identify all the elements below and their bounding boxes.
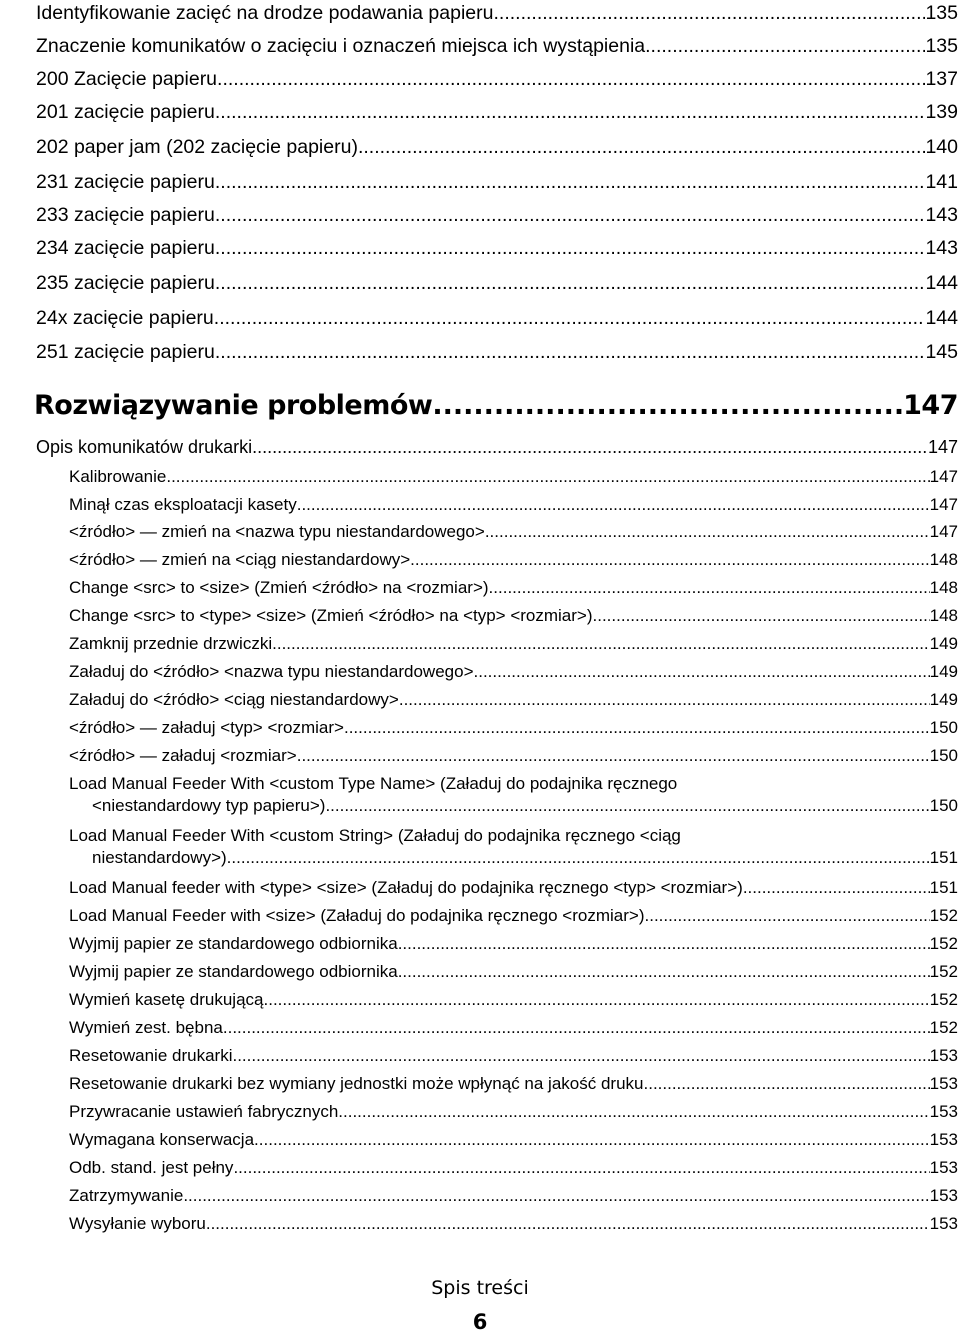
toc-subentry-page: 152 bbox=[929, 990, 958, 1009]
toc-entry-title: 201 zacięcie papieru bbox=[36, 101, 215, 123]
toc-subentry[interactable] bbox=[69, 1102, 958, 1122]
toc-section[interactable] bbox=[36, 437, 958, 458]
toc-entry-title: 200 Zacięcie papieru bbox=[36, 68, 218, 90]
toc-subentry[interactable] bbox=[69, 1214, 958, 1234]
toc-subentry-title: Wymień kasetę drukującą bbox=[69, 990, 264, 1009]
toc-entry-page: 145 bbox=[925, 341, 958, 363]
toc-subentry-title: Minął czas eksploatacji kasety bbox=[69, 495, 297, 514]
toc-subentry-title: <źródło> — zmień na <nazwa typu niestandardowego> bbox=[69, 522, 485, 541]
toc-leader bbox=[593, 606, 930, 626]
toc-entry-page: 135 bbox=[925, 2, 958, 24]
toc-subentry-page: 149 bbox=[929, 634, 958, 653]
toc-subentry-page: 153 bbox=[929, 1046, 958, 1065]
toc-subentry[interactable] bbox=[69, 934, 958, 954]
toc-subentry[interactable] bbox=[69, 746, 958, 766]
toc-leader bbox=[233, 1158, 929, 1178]
toc-entry-title: 251 zacięcie papieru bbox=[36, 341, 215, 363]
toc-leader bbox=[743, 878, 930, 898]
toc-entry-title: Znaczenie komunikatów o zacięciu i oznaczeń miejsca ich wystąpienia bbox=[36, 35, 646, 57]
toc-entry-title: 231 zacięcie papieru bbox=[36, 171, 215, 193]
toc-subentry-title: Wyjmij papier ze standardowego odbiornika bbox=[69, 962, 398, 981]
toc-subentry-page: 150 bbox=[929, 718, 958, 737]
toc-chapter-page: 147 bbox=[903, 390, 958, 421]
toc-subentry[interactable] bbox=[69, 1130, 958, 1150]
toc-subentry[interactable] bbox=[69, 634, 958, 654]
toc-entry[interactable] bbox=[36, 272, 958, 295]
toc-leader bbox=[493, 2, 925, 25]
toc-subentry-title: Wymagana konserwacja bbox=[69, 1130, 255, 1149]
toc-subentry-page: 148 bbox=[929, 578, 958, 597]
toc-section-title: Opis komunikatów drukarki bbox=[36, 437, 253, 457]
toc-subentry-title: Resetowanie drukarki bbox=[69, 1046, 233, 1065]
toc-subentry[interactable] bbox=[69, 878, 958, 898]
toc-entry[interactable] bbox=[36, 204, 958, 227]
toc-subentry-page: 152 bbox=[929, 934, 958, 953]
toc-subentry-page: 152 bbox=[929, 906, 958, 925]
toc-subentry[interactable] bbox=[69, 718, 958, 738]
toc-leader bbox=[254, 1130, 930, 1150]
toc-subentry-title: Odb. stand. jest pełny bbox=[69, 1158, 234, 1177]
toc-subentry[interactable] bbox=[69, 495, 958, 515]
toc-subentry[interactable] bbox=[69, 606, 958, 626]
toc-subentry-multiline[interactable] bbox=[69, 774, 958, 816]
toc-leader bbox=[644, 1074, 930, 1094]
toc-entry[interactable] bbox=[36, 35, 958, 58]
toc-subentry-title: Załaduj do <źródło> <ciąg niestandardowy> bbox=[69, 690, 399, 709]
toc-subentry-title: Kalibrowanie bbox=[69, 467, 167, 486]
toc-leader bbox=[215, 237, 926, 260]
toc-leader bbox=[399, 690, 930, 710]
toc-subentry-title: Load Manual feeder with <type> <size> (Załaduj do podajnika ręcznego <typ> <rozmiar>) bbox=[69, 878, 743, 897]
toc-entry-title: 202 paper jam (202 zacięcie papieru) bbox=[36, 136, 358, 158]
toc-subentry-title: <źródło> — załaduj <rozmiar> bbox=[69, 746, 297, 765]
toc-entry-title: 233 zacięcie papieru bbox=[36, 204, 215, 226]
toc-subentry[interactable] bbox=[69, 990, 958, 1010]
toc-subentry-page: 149 bbox=[929, 690, 958, 709]
toc-leader bbox=[398, 962, 930, 982]
toc-leader bbox=[297, 746, 930, 766]
toc-subentry-multiline[interactable] bbox=[69, 826, 958, 868]
toc-subentry[interactable] bbox=[69, 550, 958, 570]
toc-subentry-page: 148 bbox=[929, 550, 958, 569]
toc-entry[interactable] bbox=[36, 171, 958, 194]
toc-subentry-page: 151 bbox=[929, 878, 958, 897]
toc-leader bbox=[215, 101, 926, 124]
toc-chapter-title: Rozwiązywanie problemów bbox=[34, 390, 433, 421]
footer-page-number: 6 bbox=[472, 1310, 488, 1334]
toc-section-page: 147 bbox=[927, 437, 958, 457]
toc-leader bbox=[645, 906, 930, 926]
toc-leader bbox=[183, 1186, 929, 1206]
toc-subentry-page: 152 bbox=[929, 1018, 958, 1037]
toc-leader bbox=[489, 578, 930, 598]
toc-subentry-page: 153 bbox=[929, 1186, 958, 1205]
toc-subentry-title-line2: <niestandardowy typ papieru>) bbox=[92, 796, 326, 815]
footer-section-label: Spis treści bbox=[431, 1277, 529, 1299]
toc-entry-title: Identyfikowanie zacięć na drodze podawania papieru bbox=[36, 2, 494, 24]
toc-subentry-title: Załaduj do <źródło> <nazwa typu niestandardowego> bbox=[69, 662, 474, 681]
toc-leader bbox=[223, 1018, 930, 1038]
toc-entry-title: 235 zacięcie papieru bbox=[36, 272, 215, 294]
toc-leader bbox=[272, 634, 930, 654]
toc-leader bbox=[474, 662, 930, 682]
toc-subentry-title: Przywracanie ustawień fabrycznych bbox=[69, 1102, 339, 1121]
toc-leader bbox=[410, 550, 929, 570]
toc-leader bbox=[232, 1046, 929, 1066]
toc-subentry[interactable] bbox=[69, 662, 958, 682]
toc-entry-page: 144 bbox=[925, 307, 958, 329]
toc-subentry-page: 147 bbox=[929, 467, 958, 486]
toc-subentry[interactable] bbox=[69, 578, 958, 598]
toc-leader bbox=[325, 796, 929, 816]
toc-subentry-title: Wysyłanie wyboru bbox=[69, 1214, 206, 1233]
toc-subentry[interactable] bbox=[69, 1186, 958, 1206]
toc-subentry[interactable] bbox=[69, 467, 958, 487]
toc-subentry-page: 153 bbox=[929, 1074, 958, 1093]
toc-subentry[interactable] bbox=[69, 906, 958, 926]
toc-chapter-heading[interactable] bbox=[34, 390, 958, 421]
toc-leader bbox=[166, 467, 929, 487]
toc-entry-title: 234 zacięcie papieru bbox=[36, 237, 215, 259]
toc-entry-title: 24x zacięcie papieru bbox=[36, 307, 214, 329]
toc-leader bbox=[217, 68, 925, 91]
toc-subentry-title: Zamknij przednie drzwiczki bbox=[69, 634, 273, 653]
toc-entry[interactable] bbox=[36, 237, 958, 260]
toc-subentry[interactable] bbox=[69, 522, 958, 542]
toc-subentry-title-line1: Load Manual Feeder With <custom String> (Załaduj do podajnika ręcznego <ciąg bbox=[69, 826, 681, 845]
toc-entry[interactable] bbox=[36, 136, 958, 159]
toc-leader bbox=[215, 272, 926, 295]
toc-subentry-page: 153 bbox=[929, 1102, 958, 1121]
toc-entry-page: 135 bbox=[925, 35, 958, 57]
toc-leader bbox=[485, 522, 930, 542]
toc-leader bbox=[297, 495, 930, 515]
toc-subentry[interactable] bbox=[69, 962, 958, 982]
toc-leader bbox=[264, 990, 930, 1010]
toc-subentry[interactable] bbox=[69, 690, 958, 710]
toc-entry[interactable] bbox=[36, 2, 958, 25]
toc-entry[interactable] bbox=[36, 341, 958, 364]
toc-subentry-title-line2: niestandardowy>) bbox=[92, 848, 227, 867]
toc-subentry[interactable] bbox=[69, 1046, 958, 1066]
toc-subentry-title-line1: Load Manual Feeder With <custom Type Name> (Załaduj do podajnika ręcznego bbox=[69, 774, 678, 793]
toc-leader bbox=[338, 1102, 929, 1122]
toc-subentry-title: Change <src> to <size> (Zmień <źródło> na <rozmiar>) bbox=[69, 578, 489, 597]
toc-subentry[interactable] bbox=[69, 1074, 958, 1094]
toc-entry[interactable] bbox=[36, 68, 958, 91]
toc-subentry-title: Load Manual Feeder with <size> (Załaduj do podajnika ręcznego <rozmiar>) bbox=[69, 906, 645, 925]
toc-leader bbox=[215, 204, 926, 227]
toc-subentry-title: Wymień zest. bębna bbox=[69, 1018, 223, 1037]
toc-subentry-page: 149 bbox=[929, 662, 958, 681]
toc-leader bbox=[252, 437, 928, 458]
toc-entry-page: 141 bbox=[925, 171, 958, 193]
toc-subentry[interactable] bbox=[69, 1158, 958, 1178]
toc-leader bbox=[344, 718, 930, 738]
toc-leader bbox=[398, 934, 930, 954]
toc-subentry-title: Zatrzymywanie bbox=[69, 1186, 184, 1205]
toc-entry-page: 140 bbox=[925, 136, 958, 158]
toc-leader bbox=[206, 1214, 930, 1234]
toc-subentry-title: Change <src> to <type> <size> (Zmień <źródło> na <typ> <rozmiar>) bbox=[69, 606, 593, 625]
toc-subentry-page: 153 bbox=[929, 1158, 958, 1177]
toc-subentry-page: 152 bbox=[929, 962, 958, 981]
toc-leader bbox=[215, 341, 926, 364]
toc-entry-page: 139 bbox=[925, 101, 958, 123]
toc-subentry-title: <źródło> — zmień na <ciąg niestandardowy> bbox=[69, 550, 411, 569]
toc-subentry-page: 147 bbox=[929, 495, 958, 514]
toc-subentry[interactable] bbox=[69, 1018, 958, 1038]
toc-entry[interactable] bbox=[36, 307, 958, 330]
toc-leader bbox=[645, 35, 925, 58]
toc-leader bbox=[432, 390, 903, 421]
toc-subentry-page: 151 bbox=[929, 848, 958, 867]
toc-leader bbox=[214, 307, 926, 330]
toc-leader bbox=[227, 848, 930, 868]
toc-leader bbox=[215, 171, 926, 194]
toc-subentry-page: 147 bbox=[929, 522, 958, 541]
toc-entry[interactable] bbox=[36, 101, 958, 124]
toc-subentry-title: <źródło> — załaduj <typ> <rozmiar> bbox=[69, 718, 344, 737]
toc-subentry-title: Resetowanie drukarki bez wymiany jednostki może wpłynąć na jakość druku bbox=[69, 1074, 644, 1093]
toc-entry-page: 144 bbox=[925, 272, 958, 294]
toc-subentry-page: 153 bbox=[929, 1214, 958, 1233]
toc-leader bbox=[358, 136, 926, 159]
toc-subentry-page: 153 bbox=[929, 1130, 958, 1149]
toc-entry-page: 143 bbox=[925, 204, 958, 226]
toc-entry-page: 137 bbox=[925, 68, 958, 90]
toc-subentry-page: 148 bbox=[929, 606, 958, 625]
toc-subentry-page: 150 bbox=[929, 746, 958, 765]
toc-entry-page: 143 bbox=[925, 237, 958, 259]
toc-subentry-page: 150 bbox=[929, 796, 958, 815]
toc-subentry-title: Wyjmij papier ze standardowego odbiornika bbox=[69, 934, 398, 953]
